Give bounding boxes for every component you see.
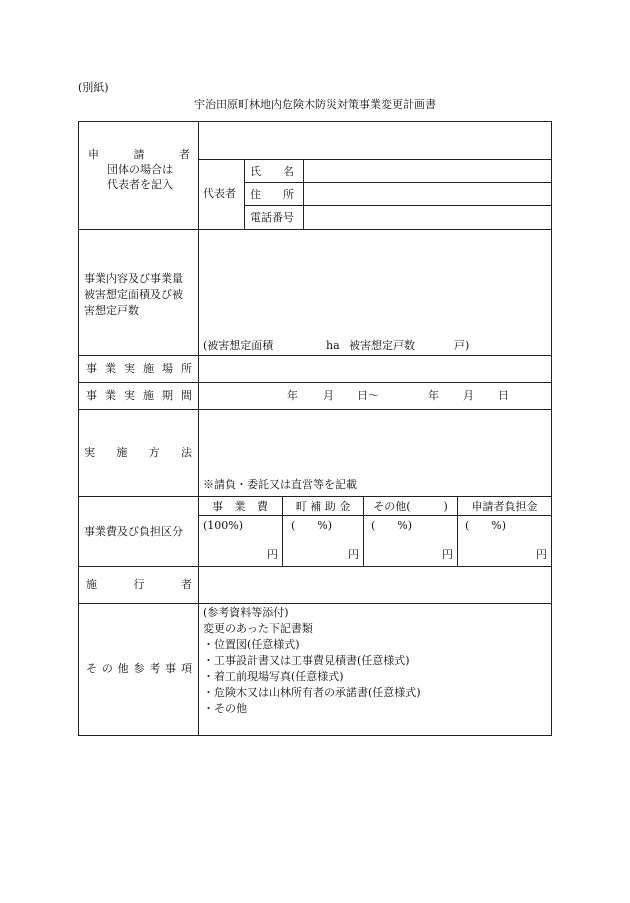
phone-field[interactable] <box>304 206 551 229</box>
address-label: 住 所 <box>250 188 294 201</box>
cost-project-field[interactable] <box>199 532 282 565</box>
cost-town-field[interactable] <box>283 532 363 565</box>
label-char: 業 <box>105 389 116 402</box>
label-char: 場 <box>162 362 173 375</box>
executor-label <box>86 578 192 591</box>
label-char: 参 <box>133 662 145 675</box>
house-unit: 戸) <box>454 339 470 352</box>
damage-houses-label: 被害想定戸数 <box>349 339 415 352</box>
location-label <box>86 362 192 375</box>
label-char: 他 <box>117 662 129 675</box>
page-title: 宇治田原町林地内危険木防災対策事業変更計画書 <box>194 98 436 111</box>
label-char: 者 <box>181 578 192 591</box>
cost-other-field[interactable] <box>364 532 457 565</box>
hectare-unit: ha <box>326 339 340 352</box>
label-char: 考 <box>149 662 161 675</box>
label-char: 事 <box>165 662 177 675</box>
reference-line: ・工事設計書又は工事費見積書(任意様式) <box>203 654 410 667</box>
label-char: そ <box>86 662 97 675</box>
reference-line: ・着工前現場写真(任意様式) <box>203 670 344 683</box>
period-day-from: 日〜 <box>357 389 379 402</box>
cost-project-percent: (100%) <box>203 519 244 532</box>
cost-applicant-percent: ( %) <box>465 519 507 532</box>
reference-line: ・その他 <box>203 702 247 715</box>
label-char: の <box>101 662 113 675</box>
cost-applicant-field[interactable] <box>458 532 551 565</box>
label-char: 者 <box>179 148 190 161</box>
cost-header-project <box>212 500 268 513</box>
applicant-divider <box>244 159 245 229</box>
label-char: 行 <box>133 578 145 591</box>
period-year-2: 年 <box>428 389 439 402</box>
period-month: 月 <box>323 389 334 402</box>
cost-divider <box>198 515 552 516</box>
row-divider <box>78 603 552 604</box>
period-month-2: 月 <box>463 389 474 402</box>
label-char: 間 <box>181 389 192 402</box>
label-char: 事 <box>86 389 97 402</box>
content-label-1: 事業内容及び事業量 <box>84 272 183 285</box>
period-year: 年 <box>287 389 298 402</box>
applicant-label <box>88 148 190 161</box>
cost-header-applicant: 申請者負担金 <box>471 500 538 513</box>
content-field[interactable] <box>199 230 551 334</box>
name-label: 氏 名 <box>250 165 294 178</box>
phone-label: 電話番号 <box>250 211 294 224</box>
cost-header-other: その他( ) <box>373 500 448 513</box>
label-char: 業 <box>105 362 116 375</box>
executor-field[interactable] <box>199 567 551 603</box>
cost-other-percent: ( %) <box>371 519 413 532</box>
damage-area-open: (被害想定面積 <box>203 339 274 352</box>
label-char: 施 <box>143 389 154 402</box>
label-char: 実 <box>84 446 95 459</box>
content-label-3: 害想定戸数 <box>84 304 139 317</box>
label-char: 施 <box>86 578 97 591</box>
cost-applicant-yen: 円 <box>536 548 547 561</box>
reference-line: ・危険木又は山林所有者の承諾書(任意様式) <box>203 686 421 699</box>
cost-town-yen: 円 <box>348 548 359 561</box>
applicant-note-2: 代表者を記入 <box>107 178 173 191</box>
header-char: 業 <box>234 500 246 513</box>
label-char: 事 <box>86 362 97 375</box>
label-char: 申 <box>88 148 99 161</box>
table-border-left <box>78 121 79 736</box>
applicant-organization-field[interactable] <box>199 122 551 159</box>
cost-label: 事業費及び負担区分 <box>84 525 183 538</box>
period-label <box>86 389 192 402</box>
reference-line: ・位置図(任意様式) <box>203 638 300 651</box>
representative-label: 代表者 <box>203 187 236 200</box>
reference-line: (参考資料等添付) <box>203 606 289 619</box>
label-char: 請 <box>133 148 145 161</box>
label-char: 実 <box>124 362 135 375</box>
header-char: 事 <box>212 500 223 513</box>
cost-other-yen: 円 <box>442 548 453 561</box>
label-char: 施 <box>143 362 154 375</box>
method-field[interactable] <box>199 410 551 472</box>
location-field[interactable] <box>199 356 551 382</box>
applicant-note-1: 団体の場合は <box>107 163 173 176</box>
label-char: 実 <box>124 389 135 402</box>
label-char: 方 <box>148 446 160 459</box>
cost-project-yen: 円 <box>267 548 278 561</box>
cost-header-town-subsidy: 町 補 助 金 <box>295 500 351 513</box>
label-char: 法 <box>180 446 192 459</box>
row-divider <box>78 496 552 497</box>
table-border-bottom <box>78 735 552 736</box>
period-day-2: 日 <box>498 389 509 402</box>
label-char: 項 <box>180 662 192 675</box>
method-label <box>84 446 192 459</box>
label-char: 所 <box>181 362 192 375</box>
content-label-2: 被害想定面積及び被 <box>84 288 183 301</box>
header-char: 費 <box>257 500 268 513</box>
label-char: 施 <box>116 446 128 459</box>
reference-line: 変更のあった下記書類 <box>203 622 313 635</box>
label-char: 期 <box>162 389 173 402</box>
method-note: ※請負・委託又は直営等を記載 <box>203 478 357 491</box>
name-field[interactable] <box>304 160 551 182</box>
cost-town-percent: ( %) <box>291 519 333 532</box>
reference-label <box>86 662 192 675</box>
table-border-right <box>551 121 552 736</box>
attachment-note: (別紙) <box>78 81 109 94</box>
address-field[interactable] <box>304 183 551 205</box>
